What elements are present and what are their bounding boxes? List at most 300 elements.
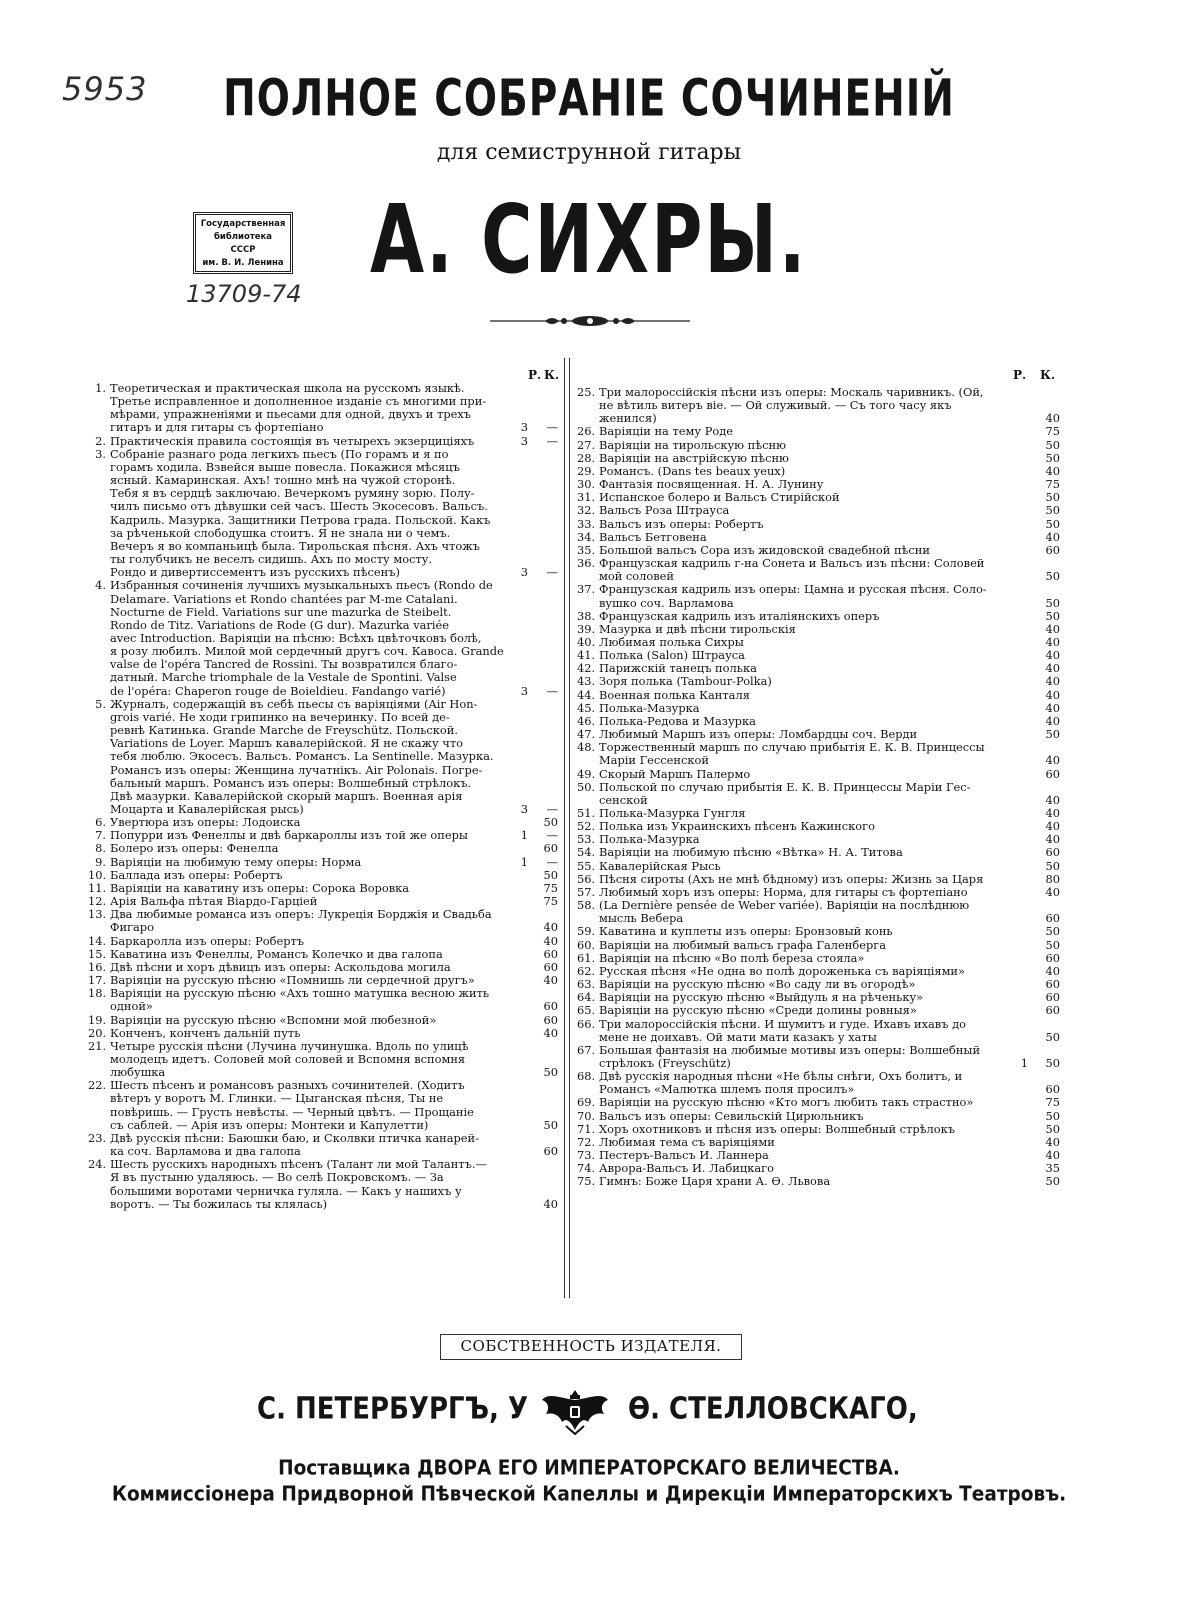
- price-kopecks: 40: [1045, 621, 1060, 636]
- price-kopecks: 40: [1045, 687, 1060, 702]
- entry-number: 46.: [577, 713, 596, 728]
- price-kopecks: 50: [543, 867, 558, 882]
- price-kopecks: 40: [1045, 661, 1060, 676]
- entry-title: Большой вальсъ Сора изъ жидовской свадебной пѣсни: [599, 542, 930, 557]
- price-kopecks: 50: [1045, 569, 1060, 584]
- price-kopecks: —: [546, 433, 558, 448]
- catalogue-entry: [577, 557, 1060, 583]
- entry-title: Хоръ охотниковъ и пѣсня изъ оперы: Волшебный стрѣлокъ: [599, 1121, 955, 1136]
- entry-number: 37.: [577, 582, 596, 597]
- catalogue-entry-line: [577, 873, 1060, 886]
- catalogue-entry-line: [577, 846, 1060, 859]
- price-kopecks: 60: [1045, 766, 1060, 781]
- entry-title: Мазурка и двѣ пѣсни тирольскія: [599, 621, 796, 636]
- page-subtitle: для семиструнной гитары: [436, 140, 742, 165]
- catalogue-entry-line: [577, 1018, 1060, 1031]
- entry-number: 29.: [577, 463, 596, 478]
- entry-title: мене не доихавъ. Ой мати мати казакъ у хаты: [599, 1029, 877, 1044]
- catalogue-entry-line: [577, 583, 1060, 596]
- entry-title: Двѣ мазурки. Кавалерійской скорый маршъ. Военная арія: [110, 788, 463, 803]
- entry-title: Любимая тема съ варіяціями: [599, 1134, 775, 1149]
- price-roubles: 1: [1020, 1055, 1028, 1070]
- entry-title: Варіяціи на любимую пѣсню «Вѣтка» Н. А. Титова: [599, 845, 903, 860]
- entry-number: 12.: [88, 894, 107, 909]
- entry-title: Двѣ русскія пѣсни: Баюшки баю, и Сколвки птичка канарей-: [110, 1130, 479, 1145]
- price-kopecks: 50: [1045, 516, 1060, 531]
- entry-title: я розу любилъ. Милой мой сердечный другъ соч. Кавоса. Grande: [110, 644, 504, 659]
- catalogue-entry: [88, 1132, 558, 1158]
- price-roubles: 3: [520, 683, 528, 698]
- catalogue-entry-line: [88, 1185, 558, 1198]
- entry-title: Арія Вальфа пѣтая Віардо-Гарціей: [110, 894, 318, 909]
- entry-title: стрѣлокъ (Freyschütz): [599, 1055, 731, 1070]
- catalogue-entry-line: [88, 1198, 558, 1211]
- price-kopecks: 50: [1045, 937, 1060, 952]
- entry-number: 35.: [577, 542, 596, 557]
- catalogue-entry: [577, 583, 1060, 609]
- entry-title: Варіяціи на русскую пѣсню «Выйдуль я на рѣченьку»: [599, 990, 924, 1005]
- entry-number: 45.: [577, 700, 596, 715]
- entry-number: 39.: [577, 621, 596, 636]
- price-roubles: 3: [520, 802, 528, 816]
- catalogue-entry: [88, 856, 558, 869]
- catalogue-entry-line: [577, 754, 1060, 767]
- price-kopecks: 40: [1045, 1134, 1060, 1149]
- price-kopecks: 40: [1045, 819, 1060, 834]
- entry-title: мой соловей: [599, 569, 675, 584]
- price-kopecks: 40: [1045, 700, 1060, 715]
- price-kopecks: 50: [1045, 1108, 1060, 1123]
- catalogue-entry: [577, 610, 1060, 623]
- entry-title: Вальсъ изъ оперы: Робертъ: [599, 516, 764, 531]
- entry-title: бальный маршъ. Романсъ изъ оперы: Волшебный стрѣлокъ.: [110, 775, 472, 790]
- price-kopecks: 40: [1045, 463, 1060, 478]
- stamp-line: им. В. И. Ленина: [202, 258, 284, 268]
- catalogue-entry-line: [88, 921, 558, 934]
- price-kopecks: 50: [1045, 503, 1060, 518]
- price-kopecks: 75: [1045, 424, 1060, 439]
- catalogue-entry-line: [577, 689, 1060, 702]
- price-kopecks: 75: [1045, 1095, 1060, 1110]
- catalogue-entry: [577, 675, 1060, 688]
- catalogue-entry: [88, 435, 558, 448]
- entry-title: Каватина и куплеты изъ оперы: Бронзовый конь: [599, 924, 893, 939]
- catalogue-entry-line: [88, 1119, 558, 1132]
- price-kopecks: 50: [543, 1065, 558, 1080]
- entry-title: Зоря полька (Tambour-Polka): [599, 674, 772, 689]
- entry-title: ревнѣ Катинька. Grande Marche de Freyschütz. Польской.: [110, 723, 458, 738]
- entry-title: Полька-Мазурка Гунгля: [599, 806, 746, 820]
- catalogue-entry: [577, 504, 1060, 517]
- entry-title: Парижскій танецъ полька: [599, 661, 757, 676]
- entry-title: Фантазія посвященная. Н. А. Лунину: [599, 477, 824, 492]
- entry-number: 1.: [95, 381, 106, 395]
- entry-number: 69.: [577, 1095, 596, 1110]
- catalogue-entry-line: [88, 869, 558, 882]
- entry-title: воротъ. — Ты божилась ты клялась): [110, 1196, 328, 1211]
- catalogue-entry-line: [577, 425, 1060, 438]
- catalogue-entry: [88, 1014, 558, 1027]
- entry-title: Любимый хоръ изъ оперы: Норма, для гитары съ фортепіано: [599, 884, 968, 899]
- catalogue-entry-line: [88, 1000, 558, 1013]
- entry-title: Кадриль. Мазурка. Защитники Петрова града. Польской. Какъ: [110, 512, 491, 527]
- catalogue-entry: [577, 1070, 1060, 1096]
- entry-title: Третье исправленное и дополненное изданіе съ многими при-: [110, 394, 487, 409]
- catalogue-entry-line: [577, 452, 1060, 465]
- price-kopecks: 40: [543, 973, 558, 988]
- entry-title: Двѣ русскія народныя пѣсни «Не бѣлы снѣги, Охъ болитъ, и: [599, 1069, 963, 1084]
- entry-title: Практическія правила состоящія въ четырехъ экзерциціяхъ: [110, 433, 475, 448]
- catalogue-entry-line: [88, 685, 558, 698]
- entry-number: 13.: [88, 907, 107, 922]
- entry-title: Variations de Loyer. Маршъ кавалерійской. Я не скажу что: [110, 736, 463, 751]
- entry-title: Романсъ. (Dans tes beaux yeux): [599, 463, 786, 478]
- entry-number: 43.: [577, 674, 596, 689]
- entry-title: Варіяціи на тирольскую пѣсню: [599, 437, 787, 452]
- entry-title: тебя люблю. Экосесъ. Вальсъ. Романсъ. La Sentinelle. Мазурка.: [110, 749, 494, 764]
- entry-title: Варіяціи на русскую пѣсню «Помнишь ли сердечной другъ»: [110, 973, 475, 988]
- commissioner-title: Коммиссіонера Придворной Пѣвческой Капеллы и Дирекціи Императорскихъ Театровъ.: [111, 1482, 1067, 1507]
- price-kopecks: 50: [1045, 1121, 1060, 1136]
- entry-title: ты голубчикъ не веселъ сидишь. Ахъ по мосту мосту.: [110, 552, 433, 567]
- catalogue-entry: [577, 1004, 1060, 1017]
- entry-title: ясный. Камаринская. Ахъ! тошно мнѣ на чужой сторонѣ.: [110, 473, 456, 488]
- entry-number: 49.: [577, 766, 596, 781]
- price-kopecks: —: [546, 420, 558, 435]
- ornament-divider: [490, 313, 690, 329]
- price-kopecks: 50: [1045, 1174, 1060, 1189]
- entry-title: avec Introduction. Варіяціи на пѣсню: Всѣхъ цвѣточковъ болѣ,: [110, 630, 482, 645]
- publisher-city: С. ПЕТЕРБУРГЪ, У: [257, 1392, 528, 1427]
- entry-title: Nocturne de Field. Variations sur une mazurka de Steibelt.: [110, 604, 452, 619]
- price-kopecks: 60: [1045, 542, 1060, 557]
- catalogue-entry-line: [88, 1014, 558, 1027]
- catalogue-entry-line: [88, 514, 558, 527]
- entry-title: Каватина изъ Фенеллы, Романсъ Колечко и два галопа: [110, 946, 443, 961]
- entry-title: Варіяціи на австрійскую пѣсню: [599, 450, 789, 465]
- entry-title: гитаръ и для гитары съ фортепіано: [110, 420, 324, 435]
- entry-number: 30.: [577, 477, 596, 492]
- left-column-r-header: Р.: [528, 368, 542, 382]
- price-kopecks: 60: [1045, 1003, 1060, 1018]
- catalogue-entry: [577, 1110, 1060, 1123]
- entry-number: 23.: [88, 1130, 107, 1145]
- catalogue-entry-line: [577, 610, 1060, 623]
- entry-number: 32.: [577, 503, 596, 518]
- right-column-r-header: Р.: [1013, 368, 1027, 382]
- publisher-name: Ѳ. СТЕЛЛОВСКАГО,: [628, 1392, 918, 1427]
- catalogue-entry: [577, 899, 1060, 925]
- entry-number: 7.: [95, 828, 106, 843]
- entry-title: Моцарта и Кавалерійская рысь): [110, 802, 304, 816]
- entry-number: 18.: [88, 986, 107, 1001]
- imperial-eagle-emblem: [540, 1386, 610, 1436]
- entry-number: 11.: [88, 880, 107, 895]
- price-kopecks: 60: [543, 999, 558, 1014]
- catalogue-entry-line: [577, 1096, 1060, 1109]
- price-kopecks: 60: [1045, 845, 1060, 860]
- entry-title: Французская кадриль изъ оперы: Цамна и русская пѣсня. Соло-: [599, 582, 987, 597]
- catalogue-entry: [577, 846, 1060, 859]
- entry-number: 70.: [577, 1108, 596, 1123]
- price-kopecks: 50: [1045, 1055, 1060, 1070]
- catalogue-entry-line: [577, 439, 1060, 452]
- catalogue-entry: [577, 386, 1060, 425]
- entry-title: (La Dernière pensée de Weber variée). Варіяціи на послѣднюю: [599, 898, 970, 913]
- entry-number: 55.: [577, 858, 596, 873]
- entry-title: Романсъ «Малютка шлемъ поля просилъ»: [599, 1082, 855, 1097]
- column-divider: [564, 358, 570, 1298]
- catalogue-entry-line: [577, 925, 1060, 938]
- entry-title: сенской: [599, 792, 648, 807]
- entry-number: 21.: [88, 1038, 107, 1053]
- price-kopecks: 60: [543, 959, 558, 974]
- catalogue-entry-line: [88, 842, 558, 855]
- price-kopecks: 75: [543, 880, 558, 895]
- catalogue-entry-line: [577, 531, 1060, 544]
- entry-number: 8.: [95, 841, 106, 856]
- entry-title: de l'opéra: Chaperon rouge de Boieldieu. Fandango varié): [110, 683, 446, 698]
- entry-title: Гимнъ: Боже Царя храни А. Ѳ. Львова: [599, 1174, 831, 1189]
- entry-title: Теоретическая и практическая школа на русскомъ языкѣ.: [110, 381, 465, 395]
- price-kopecks: 40: [1045, 634, 1060, 649]
- stamp-line: библиотека: [213, 232, 273, 242]
- entry-number: 27.: [577, 437, 596, 452]
- entry-number: 15.: [88, 946, 107, 961]
- entry-number: 66.: [577, 1016, 596, 1031]
- entry-number: 74.: [577, 1161, 596, 1176]
- entry-title: Полька-Мазурка: [599, 832, 700, 847]
- entry-number: 40.: [577, 634, 596, 649]
- catalogue-entry: [88, 1027, 558, 1040]
- entry-number: 10.: [88, 867, 107, 882]
- entry-title: grois varié. Не ходи грипинко на вечеринку. По всей де-: [110, 709, 450, 724]
- price-kopecks: 50: [1045, 1029, 1060, 1044]
- entry-number: 2.: [95, 433, 106, 448]
- entry-title: мысль Вебера: [599, 911, 684, 926]
- entry-number: 4.: [95, 578, 106, 593]
- catalogue-entry-line: [577, 781, 1060, 794]
- catalogue-entry: [577, 1018, 1060, 1044]
- catalogue-entry: [577, 1096, 1060, 1109]
- catalogue-entry-line: [577, 623, 1060, 636]
- catalogue-entry: [88, 842, 558, 855]
- library-stamp: [193, 212, 293, 274]
- entry-title: Шесть пѣсенъ и романсовъ разныхъ сочинителей. (Ходитъ: [110, 1078, 465, 1093]
- price-kopecks: 40: [1045, 411, 1060, 426]
- entry-number: 48.: [577, 740, 596, 755]
- catalogue-entry-line: [88, 435, 558, 448]
- entry-title: Варіяціи на русскую пѣсню «Во саду ли въ огородѣ»: [599, 977, 916, 992]
- price-kopecks: —: [546, 565, 558, 580]
- supplier-title: Поставщика ДВОРА ЕГО ИМПЕРАТОРСКАГО ВЕЛИЧЕСТВА.: [278, 1456, 900, 1481]
- page-title: ПОЛНОЕ СОБРАНІЕ СОЧИНЕНІЙ: [223, 70, 955, 129]
- catalogue-entry-line: [577, 952, 1060, 965]
- entry-title: Варіяціи на русскую пѣсню «Среди долины ровныя»: [599, 1003, 917, 1018]
- entry-title: съ саблей. — Арія изъ оперы: Монтеки и Капулетти): [110, 1117, 429, 1132]
- price-kopecks: 50: [1045, 727, 1060, 742]
- entry-title: большими воротами черничка гуляла. — Какъ у нашихъ у: [110, 1183, 462, 1198]
- price-kopecks: 50: [543, 815, 558, 830]
- price-kopecks: 40: [1045, 648, 1060, 663]
- catalogue-entry: [577, 1044, 1060, 1070]
- catalogue-entry-line: [88, 856, 558, 869]
- stamp-line: Государственная: [200, 219, 286, 229]
- catalogue-entry: [88, 987, 558, 1013]
- catalogue-entry-line: [577, 504, 1060, 517]
- entry-title: Полька (Salon) Штрауса: [599, 648, 745, 663]
- entry-title: Аврора-Вальсъ И. Лабицкаго: [599, 1161, 774, 1176]
- catalogue-entry-line: [577, 675, 1060, 688]
- entry-number: 64.: [577, 990, 596, 1005]
- catalogue-entry: [577, 702, 1060, 715]
- catalogue-entry-line: [88, 1106, 558, 1119]
- price-kopecks: 40: [1045, 753, 1060, 768]
- price-kopecks: 60: [1045, 911, 1060, 926]
- entry-title: не вѣтиль витеръ віе. — Ой служивый. — Съ того часу якъ: [599, 398, 952, 413]
- entry-title: Рондо и дивертиссементъ изъ русскихъ пѣсенъ): [110, 565, 400, 580]
- entry-number: 59.: [577, 924, 596, 939]
- entry-title: вѣтеръ у воротъ М. Глинки. — Цыганская пѣсня, Ты не: [110, 1091, 444, 1106]
- price-kopecks: 50: [1045, 924, 1060, 939]
- price-kopecks: 40: [1045, 963, 1060, 978]
- price-kopecks: —: [546, 802, 558, 816]
- catalogue-entry-line: [88, 421, 558, 434]
- price-kopecks: 60: [543, 1012, 558, 1027]
- entry-title: Варіяціи на каватину изъ оперы: Сорока Воровка: [110, 880, 410, 895]
- entry-title: Увертюра изъ оперы: Лодоиска: [110, 815, 301, 830]
- catalogue-entry: [88, 448, 558, 580]
- entry-number: 60.: [577, 937, 596, 952]
- catalogue-entry-line: [577, 768, 1060, 781]
- entry-title: горамъ ходила. Взвейся выше повесла. Покажися мѣсяцъ: [110, 459, 460, 474]
- entry-title: Вечеръ я во компаньицѣ была. Тирольская пѣсня. Ахъ чтожъ: [110, 538, 480, 553]
- entry-title: Варіяціи на пѣсню «Во полѣ береза стояла»: [599, 950, 865, 965]
- catalogue-entry: [88, 935, 558, 948]
- catalogue-entry-line: [88, 527, 558, 540]
- entry-title: Вальсъ Роза Штрауса: [599, 503, 730, 518]
- handwritten-inventory-number: 13709-74: [186, 280, 302, 308]
- entry-number: 14.: [88, 933, 107, 948]
- price-kopecks: 40: [1045, 529, 1060, 544]
- composer-name: А. СИХРЫ.: [370, 184, 808, 295]
- entry-title: Испанское болеро и Вальсъ Стирійской: [599, 490, 840, 505]
- entry-title: Болеро изъ оперы: Фенелла: [110, 841, 279, 856]
- catalogue-entry-line: [577, 1044, 1060, 1057]
- entry-number: 73.: [577, 1148, 596, 1163]
- catalogue-entry: [577, 768, 1060, 781]
- catalogue-entry: [577, 531, 1060, 544]
- entry-title: Варіяціи на тему Роде: [599, 424, 733, 439]
- price-roubles: 1: [520, 828, 528, 843]
- entry-number: 20.: [88, 1025, 107, 1040]
- price-kopecks: 80: [1045, 871, 1060, 886]
- entry-number: 41.: [577, 648, 596, 663]
- entry-title: Французская кадриль г-на Сонета и Вальсъ изъ пѣсни: Соловей: [599, 556, 985, 571]
- price-kopecks: 40: [1045, 713, 1060, 728]
- entry-title: Попурри изъ Фенеллы и двѣ баркароллы изъ той же оперы: [110, 828, 468, 843]
- price-kopecks: 40: [543, 1196, 558, 1211]
- entry-title: Фигаро: [110, 920, 154, 935]
- price-kopecks: 50: [1045, 608, 1060, 623]
- price-kopecks: 60: [543, 946, 558, 961]
- price-roubles: 3: [520, 433, 528, 448]
- entry-title: Большая фантазія на любимые мотивы изъ оперы: Волшебный: [599, 1042, 981, 1057]
- entry-title: Торжественный маршъ по случаю прибытія Е. К. В. Принцессы: [599, 740, 985, 755]
- entry-title: Rondo de Titz. Variations de Rode (G dur). Mazurka variée: [110, 617, 449, 632]
- price-kopecks: 60: [1045, 1082, 1060, 1097]
- price-kopecks: 50: [1045, 858, 1060, 873]
- entry-number: 57.: [577, 884, 596, 899]
- price-roubles: 3: [520, 420, 528, 435]
- entry-number: 72.: [577, 1134, 596, 1149]
- catalogue-entry-line: [88, 619, 558, 632]
- entry-number: 71.: [577, 1121, 596, 1136]
- entry-number: 31.: [577, 490, 596, 505]
- catalogue-entry-line: [88, 448, 558, 461]
- entry-number: 44.: [577, 687, 596, 702]
- entry-number: 63.: [577, 977, 596, 992]
- entry-number: 47.: [577, 727, 596, 742]
- entry-number: 62.: [577, 963, 596, 978]
- price-kopecks: 50: [1045, 437, 1060, 452]
- entry-title: датный. Marche triomphale de la Vestale de Spontini. Valse: [110, 670, 457, 685]
- price-kopecks: 35: [1045, 1161, 1060, 1176]
- entry-title: Варіяціи на любимый вальсъ графа Галенберга: [599, 937, 887, 952]
- entry-title: Я въ пустыню удаляюсь. — Во селѣ Покровскомъ. — За: [110, 1170, 444, 1185]
- catalogue-entry: [577, 952, 1060, 965]
- price-kopecks: 60: [543, 1144, 558, 1159]
- entry-number: 51.: [577, 806, 596, 820]
- entry-number: 19.: [88, 1012, 107, 1027]
- entry-title: Полька-Мазурка: [599, 700, 700, 715]
- entry-title: Пестеръ-Вальсъ И. Ланнера: [599, 1148, 769, 1163]
- price-kopecks: 40: [1045, 884, 1060, 899]
- price-kopecks: 40: [1045, 806, 1060, 820]
- price-kopecks: 60: [1045, 990, 1060, 1005]
- entry-number: 3.: [95, 446, 106, 461]
- entry-number: 75.: [577, 1174, 596, 1189]
- price-kopecks: 40: [543, 933, 558, 948]
- price-kopecks: 50: [543, 1117, 558, 1132]
- price-kopecks: 40: [1045, 1148, 1060, 1163]
- catalogue-entry-line: [577, 860, 1060, 873]
- catalogue-entry-line: [88, 1092, 558, 1105]
- entry-title: Тебя я въ сердцѣ заключаю. Вечеркомъ румяну зорю. Полу-: [110, 486, 475, 501]
- entry-title: Маріи Гессенской: [599, 753, 709, 768]
- catalogue-entry: [88, 579, 558, 697]
- catalogue-entry: [577, 425, 1060, 438]
- entry-title: Пѣсня сироты (Ахъ не мнѣ бѣдному) изъ оперы: Жизнь за Царя: [599, 871, 984, 886]
- catalogue-entry: [577, 781, 1060, 807]
- price-kopecks: 75: [1045, 477, 1060, 492]
- catalogue-entry-line: [577, 1123, 1060, 1136]
- catalogue-entry-line: [88, 500, 558, 513]
- entry-number: 24.: [88, 1157, 107, 1172]
- catalogue-entry: [577, 925, 1060, 938]
- catalogue-right-column: [577, 386, 1060, 1189]
- price-kopecks: 40: [543, 920, 558, 935]
- entry-title: Три малороссійскія пѣсни изъ оперы: Москаль чаривникъ. (Ой,: [599, 385, 984, 399]
- entry-title: Шесть русскихъ народныхъ пѣсенъ (Талант ли мой Талантъ.—: [110, 1157, 487, 1172]
- catalogue-entry-line: [88, 1027, 558, 1040]
- entry-title: Журналъ, содержащій въ себѣ пьесы съ варіяціями (Air Hon-: [110, 696, 478, 711]
- catalogue-entry: [577, 1123, 1060, 1136]
- price-kopecks: 40: [1045, 674, 1060, 689]
- stamp-line: СССР: [230, 245, 256, 255]
- price-kopecks: 40: [543, 1025, 558, 1040]
- entry-number: 33.: [577, 516, 596, 531]
